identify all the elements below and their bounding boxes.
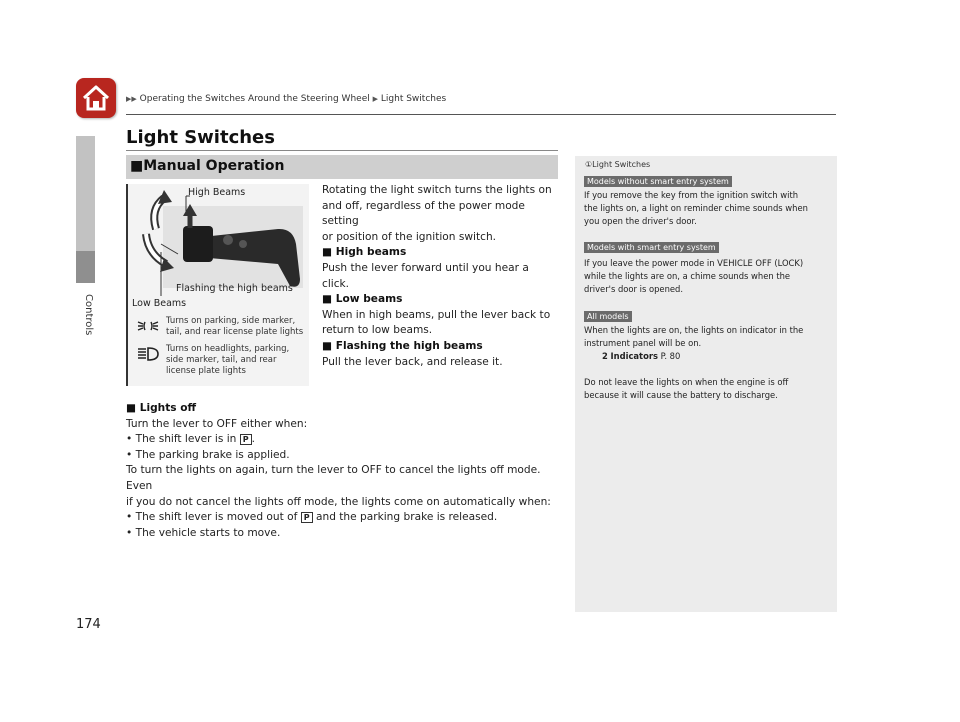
title-divider — [126, 150, 558, 151]
section-header — [126, 155, 558, 179]
lights-off-section — [126, 401, 566, 541]
gear-p-icon: P — [240, 434, 252, 445]
bullet-shift-lever: • The shift lever is in P . — [126, 433, 256, 446]
label-flashing: Flashing the high beams — [176, 283, 293, 294]
subheading-flashing: ■ Flashing the high beams — [322, 339, 483, 352]
flashing-text: Pull the lever back, and release it. — [322, 355, 503, 368]
reference-link: Indicators — [610, 351, 658, 361]
gear-p-icon: P — [301, 512, 313, 523]
intro-line: Rotating the light switch turns the lights on — [322, 184, 552, 196]
lights-off-para: To turn the lights on again, turn the lever to OFF to cancel the lights off mode. Even — [126, 464, 541, 492]
home-icon[interactable] — [76, 78, 116, 118]
cross-reference[interactable] — [584, 350, 829, 363]
high-beams-text: Push the lever forward until you hear a click. — [322, 261, 529, 290]
tag-all-models: All models — [584, 311, 632, 322]
section-square-icon: ■ — [130, 158, 144, 174]
breadcrumb-link-section[interactable]: Operating the Switches Around the Steering Wheel — [139, 94, 370, 104]
notes-heading: ①Light Switches — [585, 160, 651, 169]
label-low-beams: Low Beams — [132, 298, 187, 309]
low-beams-text: When in high beams, pull the lever back to — [322, 308, 551, 321]
breadcrumb-arrow-icon: ▶▶ — [126, 95, 137, 103]
breadcrumb-link-page[interactable]: Light Switches — [380, 94, 447, 104]
parking-lights-icon — [136, 318, 160, 334]
tag-without-smart-entry: Models without smart entry system — [584, 176, 732, 187]
subheading-lights-off: ■ Lights off — [126, 402, 197, 414]
lights-off-intro: Turn the lever to OFF either when: — [126, 417, 308, 430]
lights-off-para: if you do not cancel the lights off mode, the lights come on automatically when: — [126, 495, 551, 508]
note-paragraph: When the lights are on, the lights on indicator in the instrument panel will be on. 2 Indicators P. 80 — [584, 324, 829, 363]
note-paragraph: If you leave the power mode in VEHICLE OFF (LOCK) while the lights are on, a chime sounds when the driver's door is opened. — [584, 258, 804, 294]
legend-text: Turns on headlights, parking, side marker, tail, and rear license plate lights — [166, 344, 290, 376]
reference-page: P. 80 — [660, 351, 681, 361]
chapter-label: Controls — [83, 294, 94, 336]
header-divider — [126, 114, 836, 115]
headlights-icon — [136, 346, 160, 362]
intro-line: or position of the ignition switch. — [322, 230, 497, 243]
chapter-tab-active — [76, 251, 95, 283]
subheading-high-beams: ■ High beams — [322, 246, 407, 259]
page-number: 174 — [76, 617, 101, 632]
tag-with-smart-entry: Models with smart entry system — [584, 242, 719, 253]
notes-sidebar — [575, 156, 837, 612]
section-title: Manual Operation — [143, 158, 285, 174]
light-switch-figure — [126, 184, 309, 386]
reference-arrow-icon: 2 — [602, 351, 608, 361]
breadcrumb-arrow-icon: ▶ — [372, 95, 379, 103]
bullet-parking-brake: • The parking brake is applied. — [126, 448, 290, 461]
note-paragraph: If you remove the key from the ignition switch with the lights on, a light on reminder chime sounds when you open the driver's door. — [584, 190, 808, 226]
note-marker-icon: ① — [585, 160, 593, 169]
legend-text: Turns on parking, side marker, tail, and rear license plate lights — [166, 316, 304, 337]
intro-text — [322, 183, 558, 370]
bullet-shift-out: • The shift lever is moved out of P and the parking brake is released. — [126, 511, 498, 524]
low-beams-text: return to low beams. — [322, 324, 433, 337]
breadcrumb — [126, 94, 446, 104]
chapter-tab-light — [76, 136, 95, 251]
intro-line: and off, regardless of the power mode setting — [322, 199, 525, 228]
note-paragraph: Do not leave the lights on when the engine is off because it will cause the battery to discharge. — [584, 377, 789, 400]
label-high-beams: High Beams — [188, 187, 246, 198]
bullet-vehicle-moves: • The vehicle starts to move. — [126, 526, 281, 539]
subheading-low-beams: ■ Low beams — [322, 293, 403, 306]
page-title: Light Switches — [126, 127, 275, 148]
